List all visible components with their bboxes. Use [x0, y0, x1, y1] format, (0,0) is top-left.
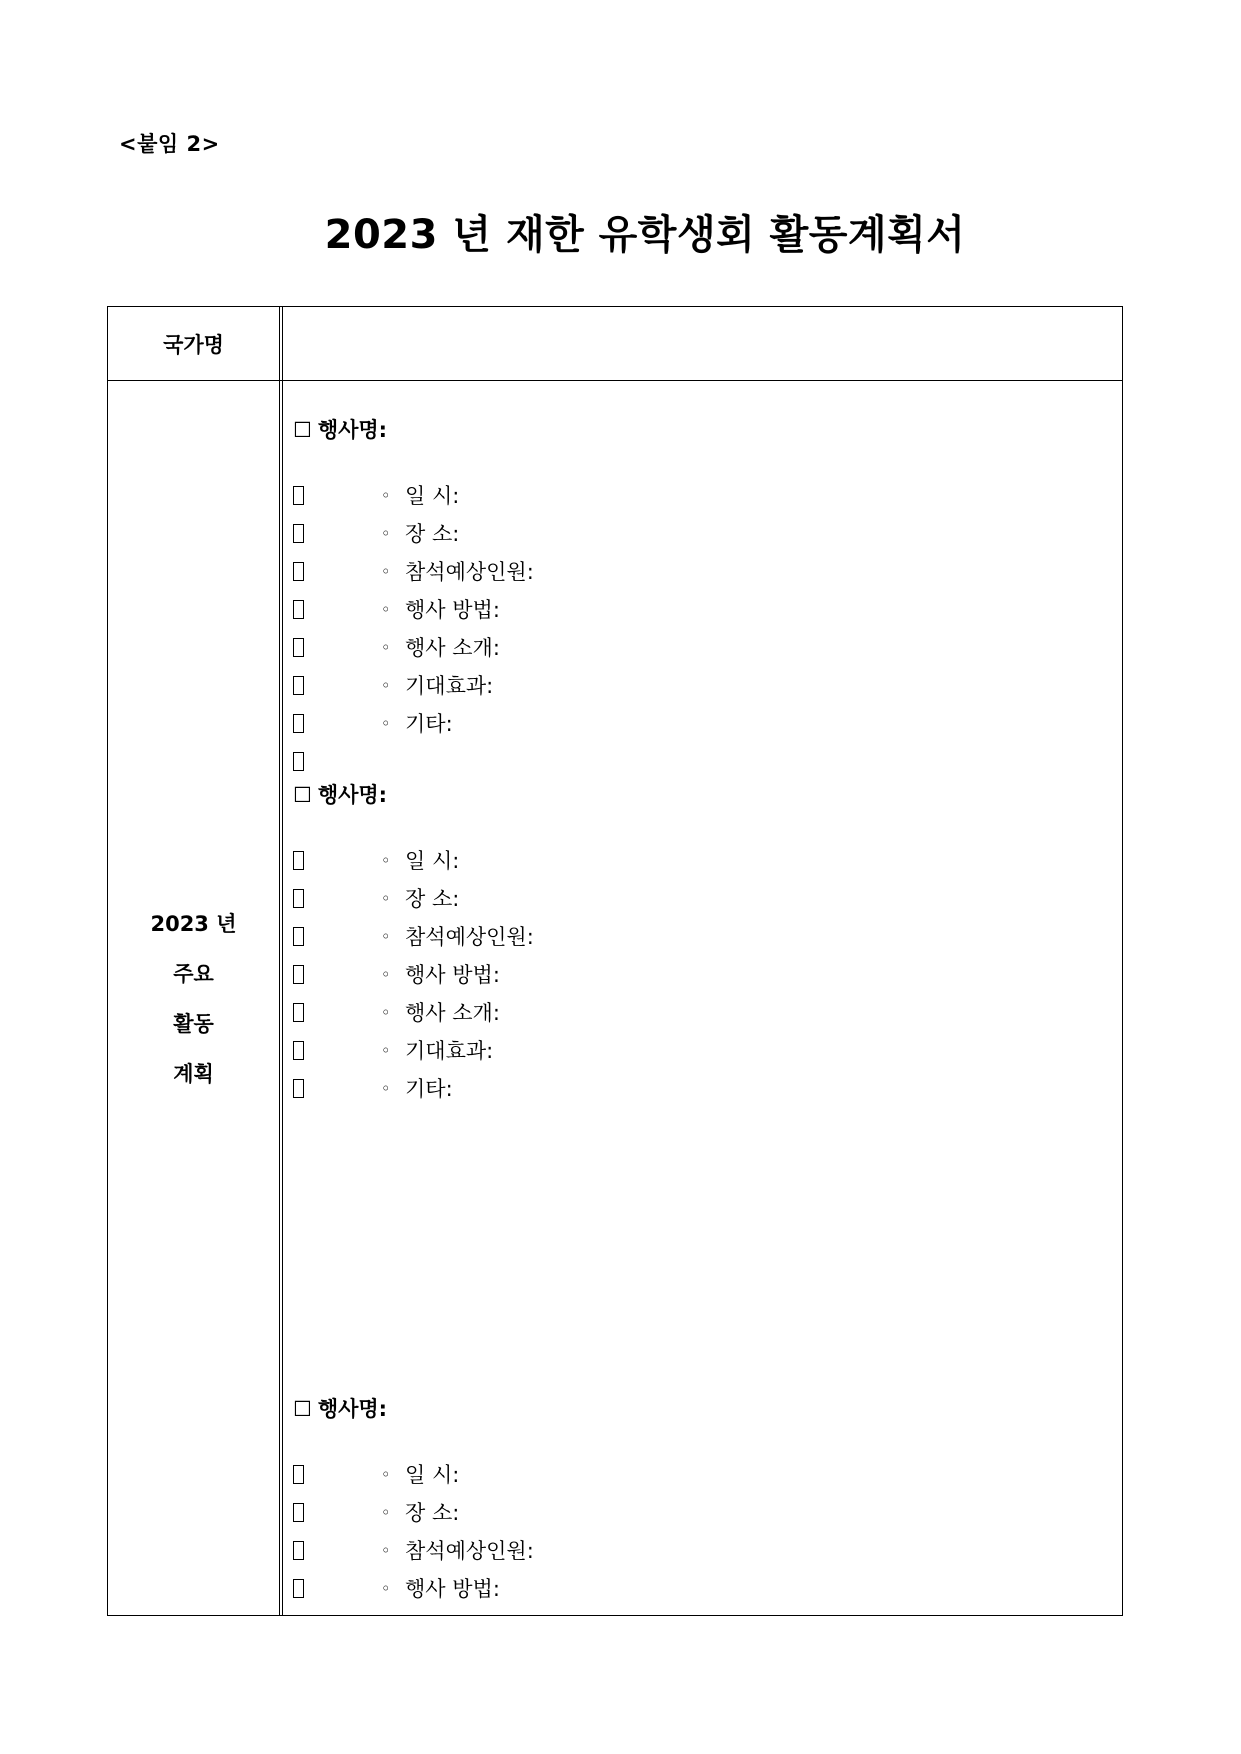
plan-label [108, 899, 279, 1099]
square-marker-icon [293, 752, 304, 771]
bullet-icon: ◦ [381, 600, 391, 619]
event-field-row [293, 880, 1122, 918]
square-marker-icon [293, 1579, 304, 1598]
field-label: 행사 소개: [405, 1001, 500, 1025]
field-label: 행사 방법: [405, 598, 500, 622]
checkbox-icon: ☐ [293, 783, 312, 807]
bullet-icon: ◦ [381, 1041, 391, 1060]
event-field-row [293, 994, 1122, 1032]
field-label: 기타: [405, 712, 453, 736]
square-marker-icon [293, 524, 304, 543]
event-field-row [293, 1032, 1122, 1070]
event-title [293, 776, 1122, 814]
field-label: 기대효과: [405, 674, 494, 698]
bullet-icon: ◦ [381, 1003, 391, 1022]
event-block [293, 1390, 1122, 1608]
event-title-label: 행사명: [317, 1397, 388, 1421]
event-field-row [293, 591, 1122, 629]
square-marker-icon [293, 1079, 304, 1098]
event-field-row [293, 515, 1122, 553]
checkbox-icon: ☐ [293, 1397, 312, 1421]
field-label: 일 시: [405, 484, 460, 508]
bullet-icon: ◦ [381, 676, 391, 695]
bullet-icon: ◦ [381, 927, 391, 946]
field-label: 일 시: [405, 849, 460, 873]
bullet-icon: ◦ [381, 851, 391, 870]
bullet-icon: ◦ [381, 524, 391, 543]
square-marker-icon [293, 676, 304, 695]
event-title [293, 1390, 1122, 1428]
bullet-icon: ◦ [381, 1465, 391, 1484]
field-label: 장 소: [405, 1501, 460, 1525]
attachment-label: <붙임 2> [119, 132, 220, 156]
field-label: 참석예상인원: [405, 560, 534, 584]
event-field-row [293, 553, 1122, 591]
square-marker-icon [293, 889, 304, 908]
plan-label-line: 계획 [173, 1062, 214, 1086]
field-label: 기대효과: [405, 1039, 494, 1063]
bullet-icon: ◦ [381, 1541, 391, 1560]
bullet-icon: ◦ [381, 562, 391, 581]
field-label: 일 시: [405, 1463, 460, 1487]
event-field-row [293, 667, 1122, 705]
square-marker-icon [293, 927, 304, 946]
field-label: 행사 방법: [405, 963, 500, 987]
plan-label-line: 2023 년 [150, 912, 237, 936]
activity-plan-table [107, 306, 1123, 1616]
field-label: 행사 소개: [405, 636, 500, 660]
bullet-icon: ◦ [381, 486, 391, 505]
square-marker-icon [293, 851, 304, 870]
event-title-label: 행사명: [317, 783, 388, 807]
event-block [293, 776, 1122, 1108]
plan-label-line: 활동 [173, 1012, 214, 1036]
square-marker-icon [293, 600, 304, 619]
square-marker-icon [293, 1465, 304, 1484]
event-field-row [293, 1494, 1122, 1532]
column-divider [279, 307, 283, 1615]
field-label: 행사 방법: [405, 1577, 500, 1601]
event-field-row [293, 629, 1122, 667]
plan-label-line: 주요 [173, 962, 214, 986]
field-label: 참석예상인원: [405, 925, 534, 949]
event-field-row [293, 1070, 1122, 1108]
square-marker-icon [293, 638, 304, 657]
event-title [293, 411, 1122, 449]
event-field-row [293, 705, 1122, 743]
event-field-row [293, 918, 1122, 956]
square-marker-icon [293, 714, 304, 733]
event-field-row [293, 1570, 1122, 1608]
square-marker-icon [293, 1041, 304, 1060]
field-label: 장 소: [405, 887, 460, 911]
square-marker-icon [293, 486, 304, 505]
checkbox-icon: ☐ [293, 418, 312, 442]
bullet-icon: ◦ [381, 1579, 391, 1598]
bullet-icon: ◦ [381, 714, 391, 733]
plan-content-cell[interactable] [293, 307, 1122, 1615]
bullet-icon: ◦ [381, 1079, 391, 1098]
bullet-icon: ◦ [381, 638, 391, 657]
document-title: 2023 년 재한 유학생회 활동계획서 [324, 212, 966, 258]
event-title-label: 행사명: [317, 418, 388, 442]
field-label: 기타: [405, 1077, 453, 1101]
event-block [293, 411, 1122, 781]
field-label: 장 소: [405, 522, 460, 546]
square-marker-icon [293, 1541, 304, 1560]
square-marker-icon [293, 1003, 304, 1022]
event-field-row [293, 1456, 1122, 1494]
event-field-row [293, 842, 1122, 880]
bullet-icon: ◦ [381, 889, 391, 908]
square-marker-icon [293, 965, 304, 984]
field-label: 참석예상인원: [405, 1539, 534, 1563]
event-field-row [293, 956, 1122, 994]
square-marker-icon [293, 1503, 304, 1522]
country-name-label: 국가명 [163, 333, 224, 357]
square-marker-icon [293, 562, 304, 581]
event-field-row [293, 477, 1122, 515]
event-field-row [293, 1532, 1122, 1570]
bullet-icon: ◦ [381, 965, 391, 984]
bullet-icon: ◦ [381, 1503, 391, 1522]
